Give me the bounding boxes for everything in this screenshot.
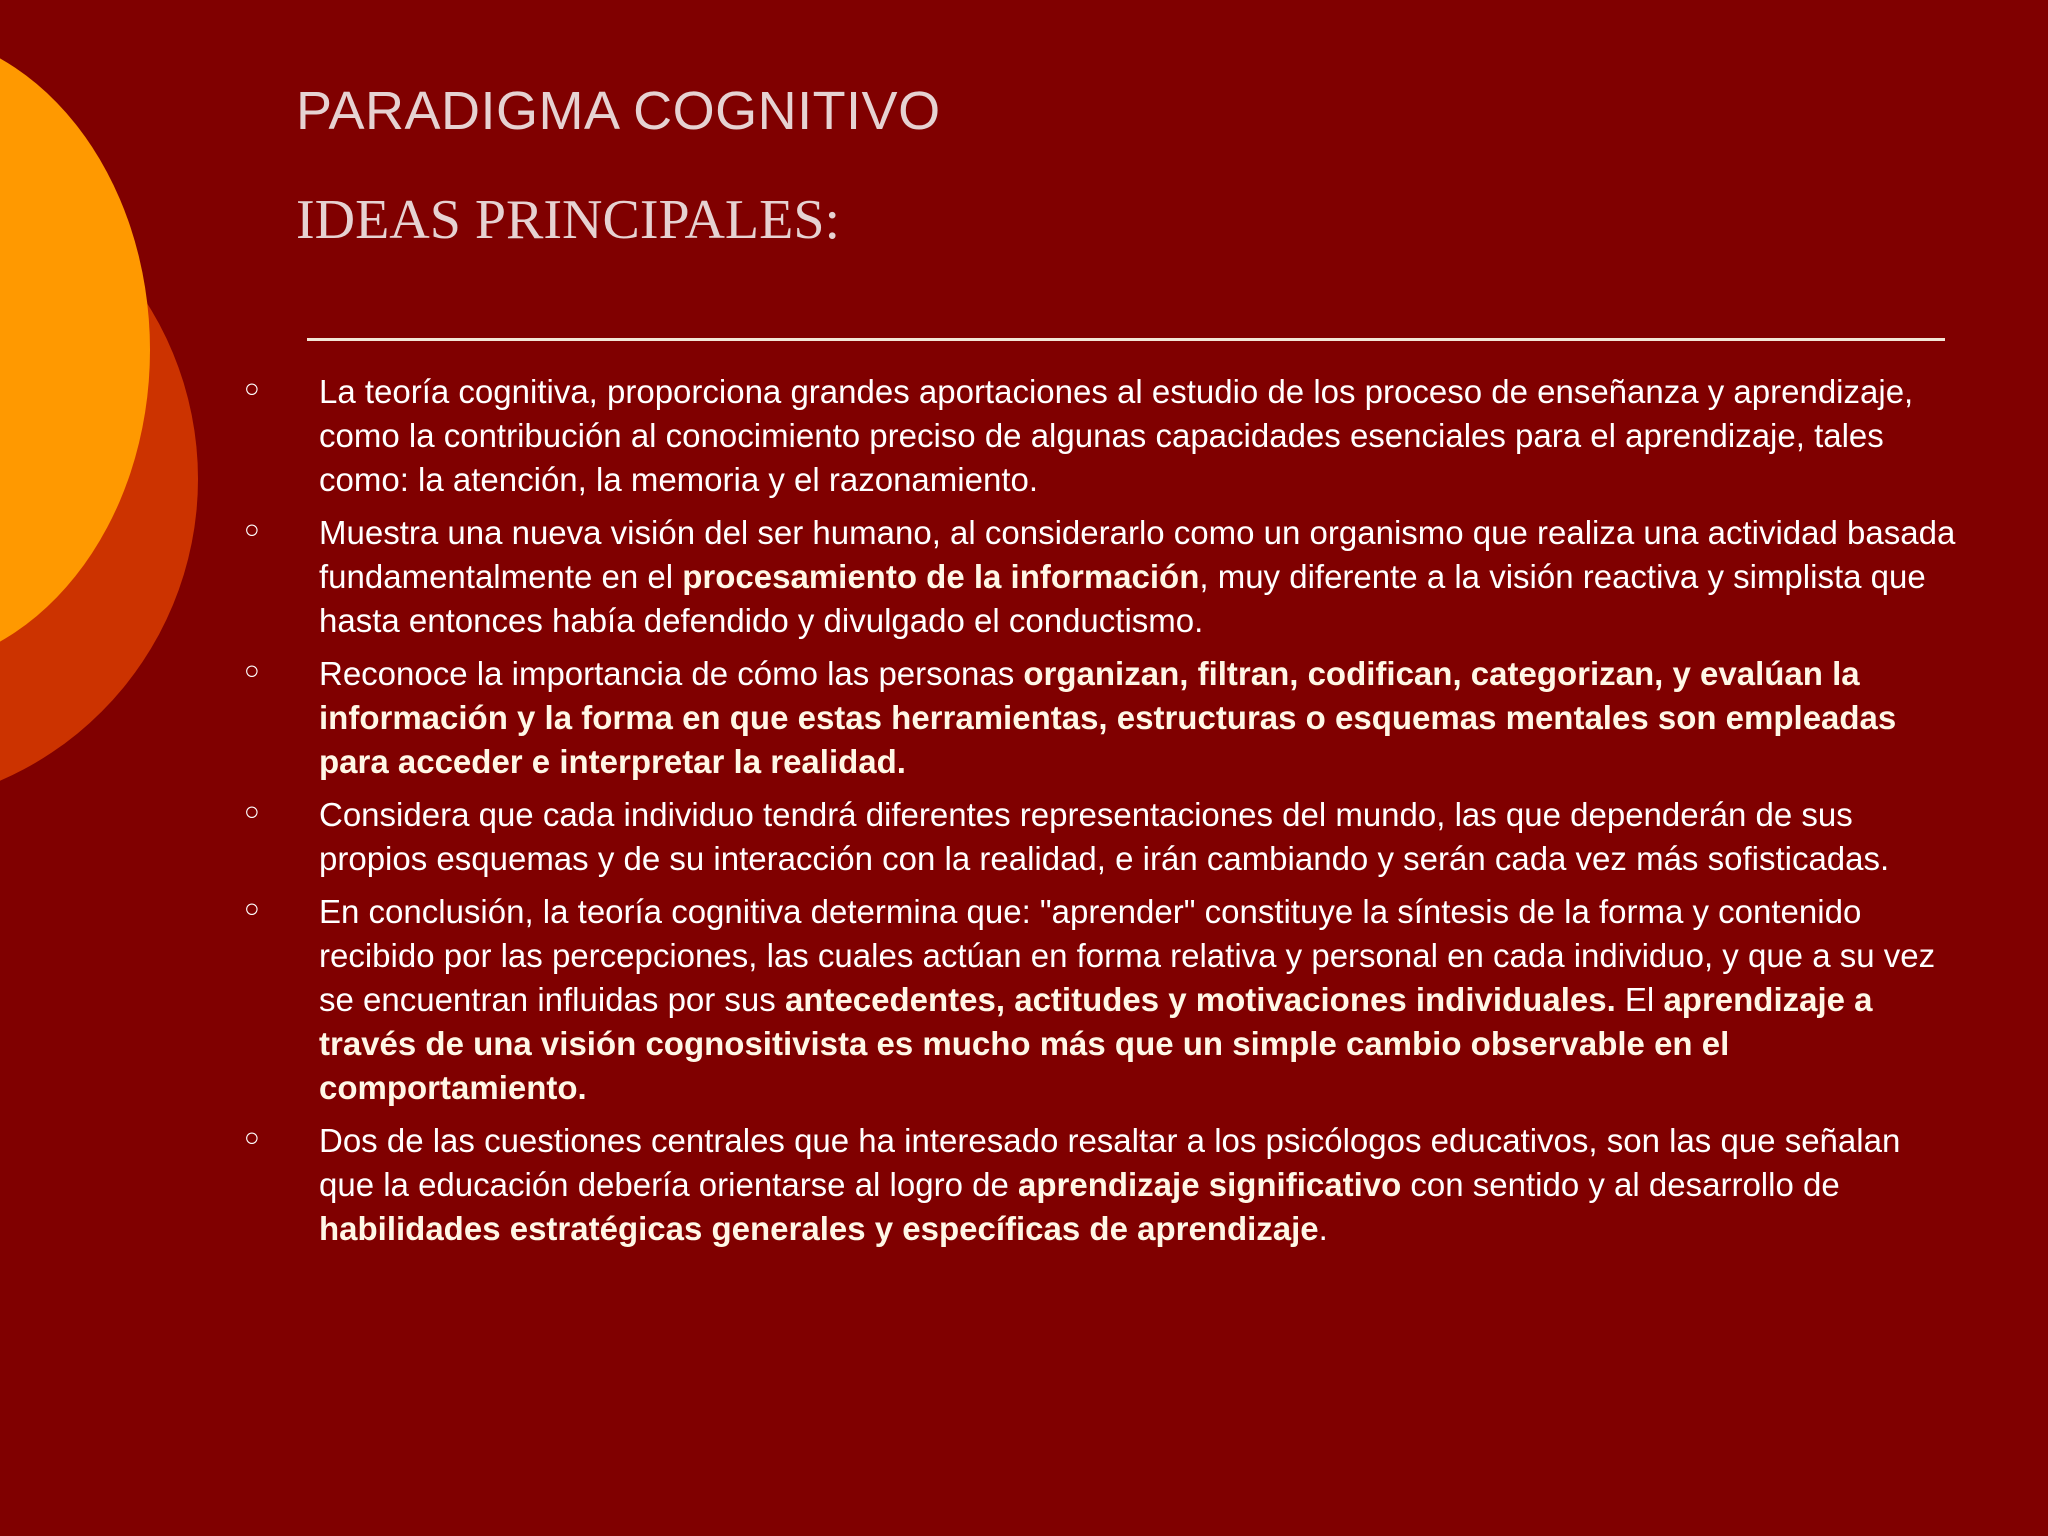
bullet-item xyxy=(240,890,1960,1110)
open-circle-icon: ○ xyxy=(244,373,260,403)
title-divider xyxy=(307,338,1945,341)
bullet-list xyxy=(240,370,1960,1260)
bullet-text: Considera que cada individuo tendrá diferentes representaciones del mundo, las que dependerán de sus propios esquemas y de su interacción con la realidad, e irán cambiando y serán cada vez más sofisticadas. xyxy=(319,796,1890,877)
bullet-item xyxy=(240,1119,1960,1251)
open-circle-icon: ○ xyxy=(244,655,260,685)
bullet-item xyxy=(240,370,1960,502)
open-circle-icon: ○ xyxy=(244,796,260,826)
open-circle-icon: ○ xyxy=(244,893,260,923)
bullet-text: Dos de las cuestiones centrales que ha interesado resaltar a los psicólogos educativos, son las que señalan que la educación debería orientarse al logro de aprendizaje significativo con sentido y al desarrollo de habilidades estratégicas generales y específicas de aprendizaje. xyxy=(319,1122,1901,1247)
bullet-text: Muestra una nueva visión del ser humano, al considerarlo como un organismo que realiza una actividad basada fundamentalmente en el procesamiento de la información, muy diferente a la visión reactiva y simplista que hasta entonces había defendido y divulgado el conductismo. xyxy=(319,514,1956,639)
open-circle-icon: ○ xyxy=(244,1122,260,1152)
bullet-text: Reconoce la importancia de cómo las personas organizan, filtran, codifican, categorizan, y evalúan la información y la forma en que estas herramientas, estructuras o esquemas mentales son empleadas para acceder e interpretar la realidad. xyxy=(319,655,1897,780)
bullet-text: La teoría cognitiva, proporciona grandes aportaciones al estudio de los proceso de enseñanza y aprendizaje, como la contribución al conocimiento preciso de algunas capacidades esenciales para el aprendizaje, tales como: la atención, la memoria y el razonamiento. xyxy=(319,373,1914,498)
bullet-item xyxy=(240,511,1960,643)
bullet-item xyxy=(240,793,1960,881)
bullet-text: En conclusión, la teoría cognitiva determina que: "aprender" constituye la síntesis de la forma y contenido recibido por las percepciones, las cuales actúan en forma relativa y personal en cada individuo, y que a su vez se encuentran influidas por sus antecedentes, actitudes y motivaciones individuales. El aprendizaje a través de una visión cognositivista es mucho más que un simple cambio observable en el comportamiento. xyxy=(319,893,1936,1106)
bullet-item xyxy=(240,652,1960,784)
open-circle-icon: ○ xyxy=(244,514,260,544)
slide-title: PARADIGMA COGNITIVO xyxy=(296,81,941,141)
slide-subtitle: IDEAS PRINCIPALES: xyxy=(296,189,841,251)
